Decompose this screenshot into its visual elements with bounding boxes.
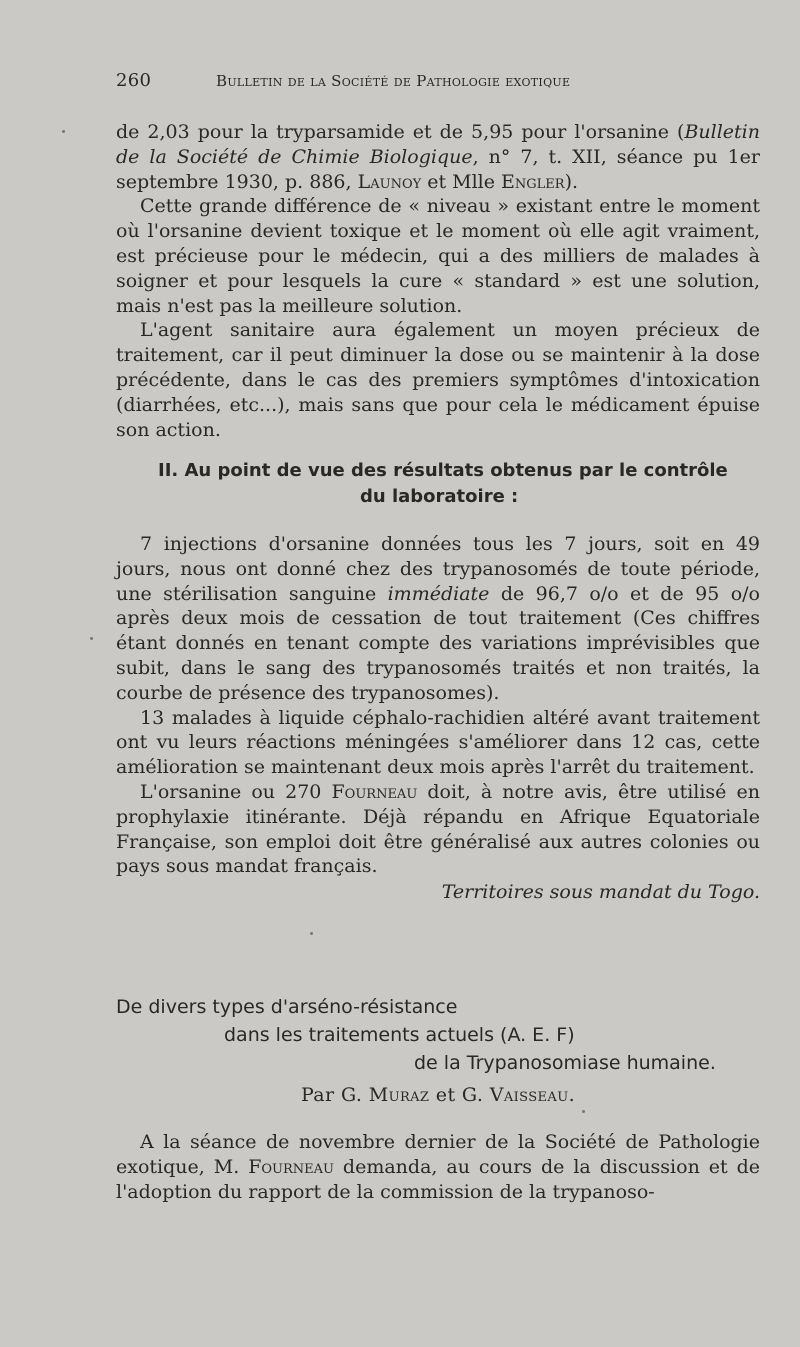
section-two: [116, 532, 760, 905]
paragraph: L'orsanine ou 270 Fourneau doit, à notre avis, être utilisé en prophylaxie itinérante. Déjà répandu en Afrique Equatoriale Française, son emploi doit être généralisé aux autres colonies ou pays sous mandat français.: [116, 780, 761, 878]
page-number: 260: [116, 70, 152, 91]
article-title-line: De divers types d'arséno-résistance: [116, 996, 458, 1018]
author-name: Launoy: [357, 170, 422, 193]
paragraph-continuation: de 2,03 pour la tryparsamide et de 5,95 pour l'orsanine (Bulletin de la Société de Chimie Biologique, n° 7, t. XII, séance pu 1er septembre 1930, p. 886, Launoy et Mlle Engler).: [116, 121, 760, 193]
section-heading-line: du laboratoire :: [360, 486, 519, 507]
section-one: [116, 120, 760, 442]
paragraph: Cette grande différence de « niveau » existant entre le moment où l'orsanine devient toxique et le moment où elle agit vraiment, est précieuse pour le médecin, qui a des milliers de malades à soigner et pour lesquels la cure « standard » est une solution, mais n'est pas la meilleure solution.: [116, 195, 760, 317]
article-title-line: de la Trypanosomiase humaine.: [414, 1052, 716, 1074]
article-body: [116, 1130, 760, 1204]
paper-speck: [90, 637, 93, 640]
paragraph: A la séance de novembre dernier de la Société de Pathologie exotique, M. Fourneau demanda, au cours de la discussion et de l'adoption du rapport de la commission de la trypanoso-: [116, 1131, 760, 1203]
section-heading: [116, 458, 760, 510]
author-name: Muraz: [368, 1084, 430, 1106]
journal-citation: Bulletin de la Société de Chimie Biologique: [116, 121, 760, 168]
author-name: Vaisseau: [489, 1084, 569, 1106]
paper-speck: [310, 932, 313, 935]
article-title: [116, 993, 766, 1077]
signature: Territoires sous mandat du Togo.: [441, 881, 760, 904]
article-authors: Par G. Muraz et G. Vaisseau.: [300, 1084, 576, 1106]
article-title-line: dans les traitements actuels (A. E. F): [224, 1024, 575, 1046]
author-name: Engler: [501, 170, 565, 193]
paragraph: L'agent sanitaire aura également un moyen précieux de traitement, car il peut diminuer la dose ou se maintenir à la dose précédente, dans le cas des premiers symptômes d'intoxication (diarrhées, etc...), mais sans que pour cela le médicament épuise son action.: [116, 319, 760, 441]
section-heading-line: II. Au point de vue des résultats obtenus par le contrôle: [158, 460, 728, 481]
running-title: Bulletin de la Société de Pathologie exotique: [216, 72, 571, 90]
paper-speck: [62, 130, 65, 133]
paragraph: 7 injections d'orsanine données tous les 7 jours, soit en 49 jours, nous ont donné chez des trypanosomés de toute période, une stérilisation sanguine immédiate de 96,7 o/o et de 95 o/o après deux mois de cessation de tout traitement (Ces chiffres étant donnés en tenant compte des variations imprévisibles que subit, dans le sang des trypanosomés traités et non traités, la courbe de présence des trypanosomes).: [116, 533, 760, 704]
author-name: Fourneau: [331, 780, 418, 803]
author-name: Fourneau: [248, 1155, 334, 1178]
page-header: [116, 70, 676, 91]
paper-speck: [582, 1110, 585, 1113]
paragraph: 13 malades à liquide céphalo-rachidien altéré avant traitement ont vu leurs réactions méningées s'améliorer dans 12 cas, cette amélioration se maintenant deux mois après l'arrêt du traitement.: [116, 706, 760, 779]
emphasis: immédiate: [387, 582, 490, 605]
